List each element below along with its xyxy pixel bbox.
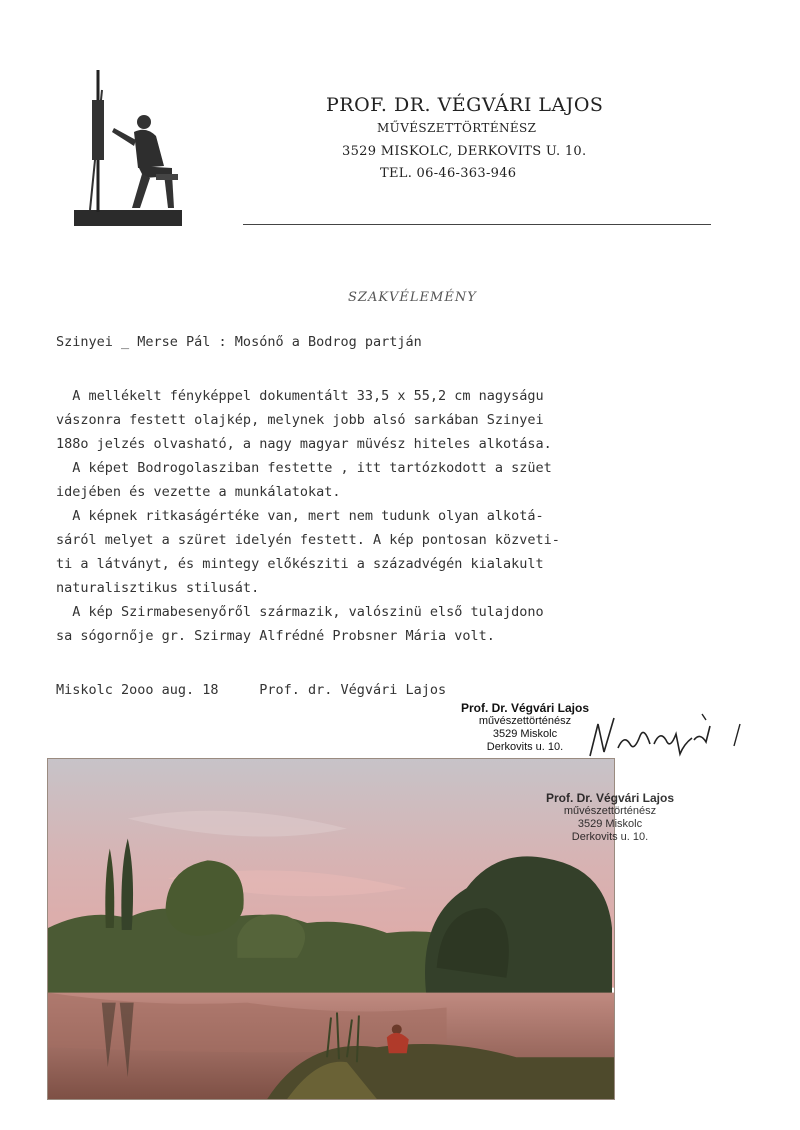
stamp-city: 3529 Miskolc xyxy=(492,728,558,740)
body-line: vászonra festett olajkép, melynek jobb alsó sarkában Szinyei xyxy=(56,412,544,428)
body-line: idejében és vezette a munkálatokat. xyxy=(56,484,341,500)
body-line: sa sógornője gr. Szirmay Alfrédné Probsner Mária volt. xyxy=(56,628,495,644)
stamp-street: Derkovits u. 10. xyxy=(486,741,564,753)
letterhead-divider xyxy=(243,224,711,225)
letterhead-name: PROF. DR. VÉGVÁRI LAJOS xyxy=(326,94,604,116)
stamp-city: 3529 Miskolc xyxy=(577,818,643,830)
painting-photograph xyxy=(47,758,615,1100)
rubber-stamp xyxy=(450,702,600,754)
stamp-title: művészettörténész xyxy=(563,805,657,817)
stamp-name: Prof. Dr. Végvári Lajos xyxy=(460,701,590,715)
rubber-stamp-secondary xyxy=(545,792,675,844)
body-line: A mellékelt fényképpel dokumentált 33,5 x 55,2 cm nagyságu xyxy=(56,388,544,404)
letterhead-address: 3529 MISKOLC, DERKOVITS U. 10. xyxy=(342,144,587,159)
letterhead-title: MŰVÉSZETTÖRTÉNÉSZ xyxy=(377,121,537,135)
body-line: 188o jelzés olvasható, a nagy magyar müvész hiteles alkotása. xyxy=(56,436,552,452)
stamp-name: Prof. Dr. Végvári Lajos xyxy=(545,791,675,805)
document-heading: SZAKVÉLEMÉNY xyxy=(348,290,477,305)
body-line: naturalisztikus stilusát. xyxy=(56,580,260,596)
body-line: ti a látványt, és mintegy előkésziti a századvégén kialakult xyxy=(56,556,544,572)
body-line: A képet Bodrogolasziban festette , itt tartózkodott a szüet xyxy=(56,460,552,476)
painter-at-easel-logo xyxy=(72,70,184,230)
stamp-title: művészettörténész xyxy=(478,715,572,727)
subject-line: Szinyei _ Merse Pál : Mosónő a Bodrog partján xyxy=(56,334,422,350)
body-line: A kép Szirmabesenyőről származik, valószinü első tulajdono xyxy=(56,604,544,620)
body-line: sáról melyet a szüret idelyén festett. A kép pontosan közveti- xyxy=(56,532,560,548)
date-and-signatory-line: Miskolc 2ooo aug. 18 Prof. dr. Végvári Lajos xyxy=(56,682,447,698)
body-line: A képnek ritkaságértéke van, mert nem tudunk olyan alkotá- xyxy=(56,508,544,524)
letterhead-phone: TEL. 06-46-363-946 xyxy=(380,166,517,181)
stamp-street: Derkovits u. 10. xyxy=(571,831,649,843)
